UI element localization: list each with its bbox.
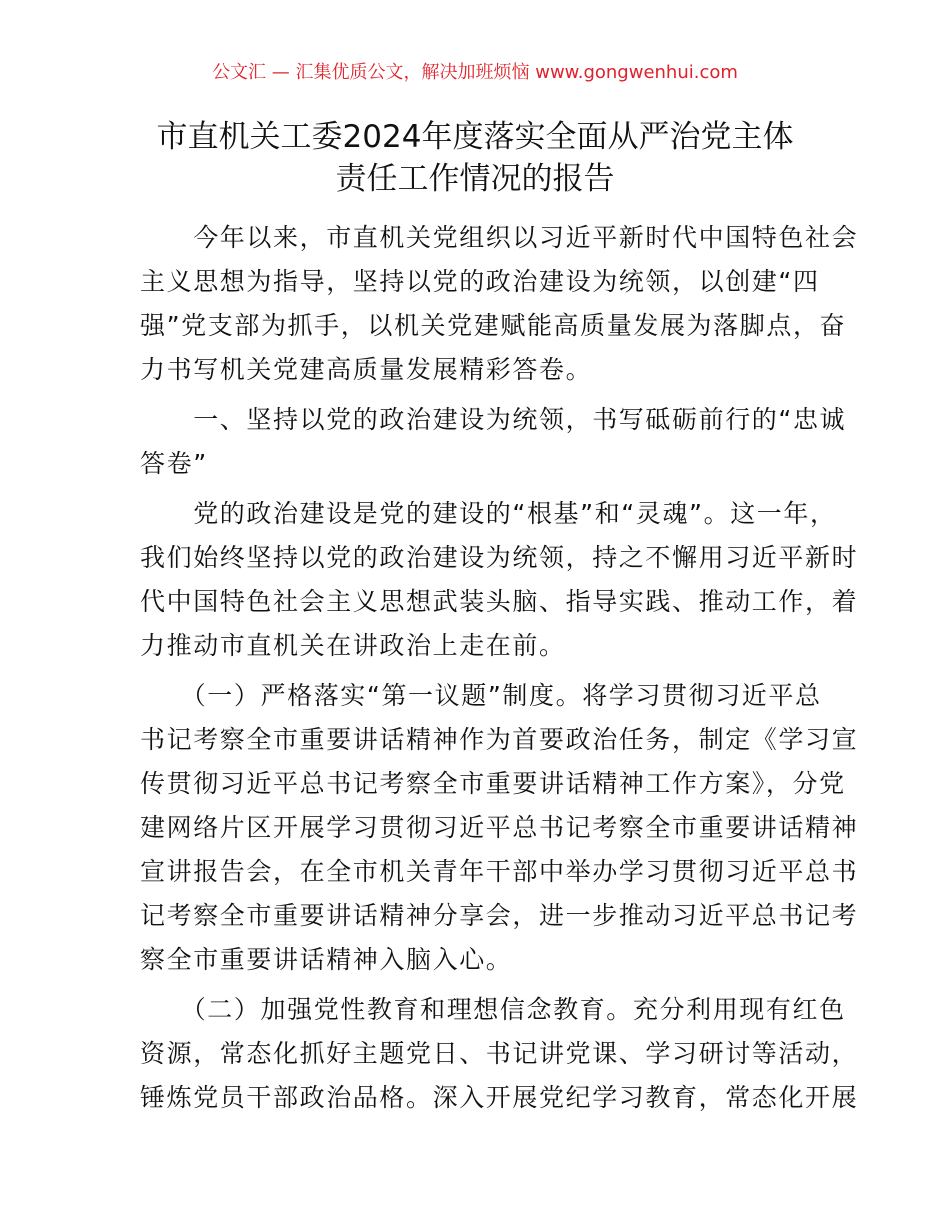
title-line: 责任工作情况的报告 — [335, 161, 615, 197]
paragraph — [140, 216, 859, 392]
text-line: 力推动市直机关在讲政治上走在前。 — [140, 631, 566, 660]
document-body — [140, 216, 859, 1126]
text-line: 我们始终坚持以党的政治建设为统领，持之不懈用习近平新时 — [140, 543, 859, 572]
paragraph — [140, 398, 847, 486]
text-line: 答卷” — [140, 449, 208, 478]
paragraph — [140, 988, 859, 1120]
text-line: 今年以来，市直机关党组织以习近平新时代中国特色社会 — [140, 223, 859, 252]
title-line: 市直机关工委2024年度落实全面从严治党主体 — [156, 119, 794, 155]
text-line: 资源，常态化抓好主题党日、书记讲党课、学习研讨等活动， — [140, 1039, 859, 1068]
paragraph — [140, 674, 859, 982]
text-line: 锤炼党员干部政治品格。深入开展党纪学习教育，常态化开展 — [140, 1083, 859, 1112]
text-line: 建网络片区开展学习贯彻习近平总书记考察全市重要讲话精神 — [140, 813, 859, 842]
site-banner: 公文汇 — 汇集优质公文，解决加班烦恼 www.gongwenhui.com — [212, 62, 738, 83]
paragraph — [140, 492, 859, 668]
text-line: 察全市重要讲话精神入脑入心。 — [140, 945, 513, 974]
text-line: 力书写机关党建高质量发展精彩答卷。 — [140, 355, 593, 384]
text-line: 代中国特色社会主义思想武装头脑、指导实践、推动工作，着 — [140, 587, 859, 616]
text-line: 传贯彻习近平总书记考察全市重要讲话精神工作方案》，分党 — [140, 769, 846, 798]
text-line: 记考察全市重要讲话精神分享会，进一步推动习近平总书记考 — [140, 901, 859, 930]
document-title — [0, 116, 950, 200]
text-line: 主义思想为指导，坚持以党的政治建设为统领，以创建“四 — [140, 267, 820, 296]
text-line: 强”党支部为抓手，以机关党建赋能高质量发展为落脚点，奋 — [140, 311, 847, 340]
text-line: 宣讲报告会，在全市机关青年干部中举办学习贯彻习近平总书 — [140, 857, 859, 886]
text-line: （一）严格落实“第一议题”制度。将学习贯彻习近平总 — [140, 681, 822, 710]
text-line: 一、坚持以党的政治建设为统领，书写砥砺前行的“忠诚 — [140, 405, 847, 434]
text-line: （二）加强党性教育和理想信念教育。充分利用现有红色 — [140, 995, 846, 1024]
text-line: 书记考察全市重要讲话精神作为首要政治任务，制定《学习宣 — [140, 725, 859, 754]
text-line: 党的政治建设是党的建设的“根基”和“灵魂”。这一年， — [140, 499, 837, 528]
